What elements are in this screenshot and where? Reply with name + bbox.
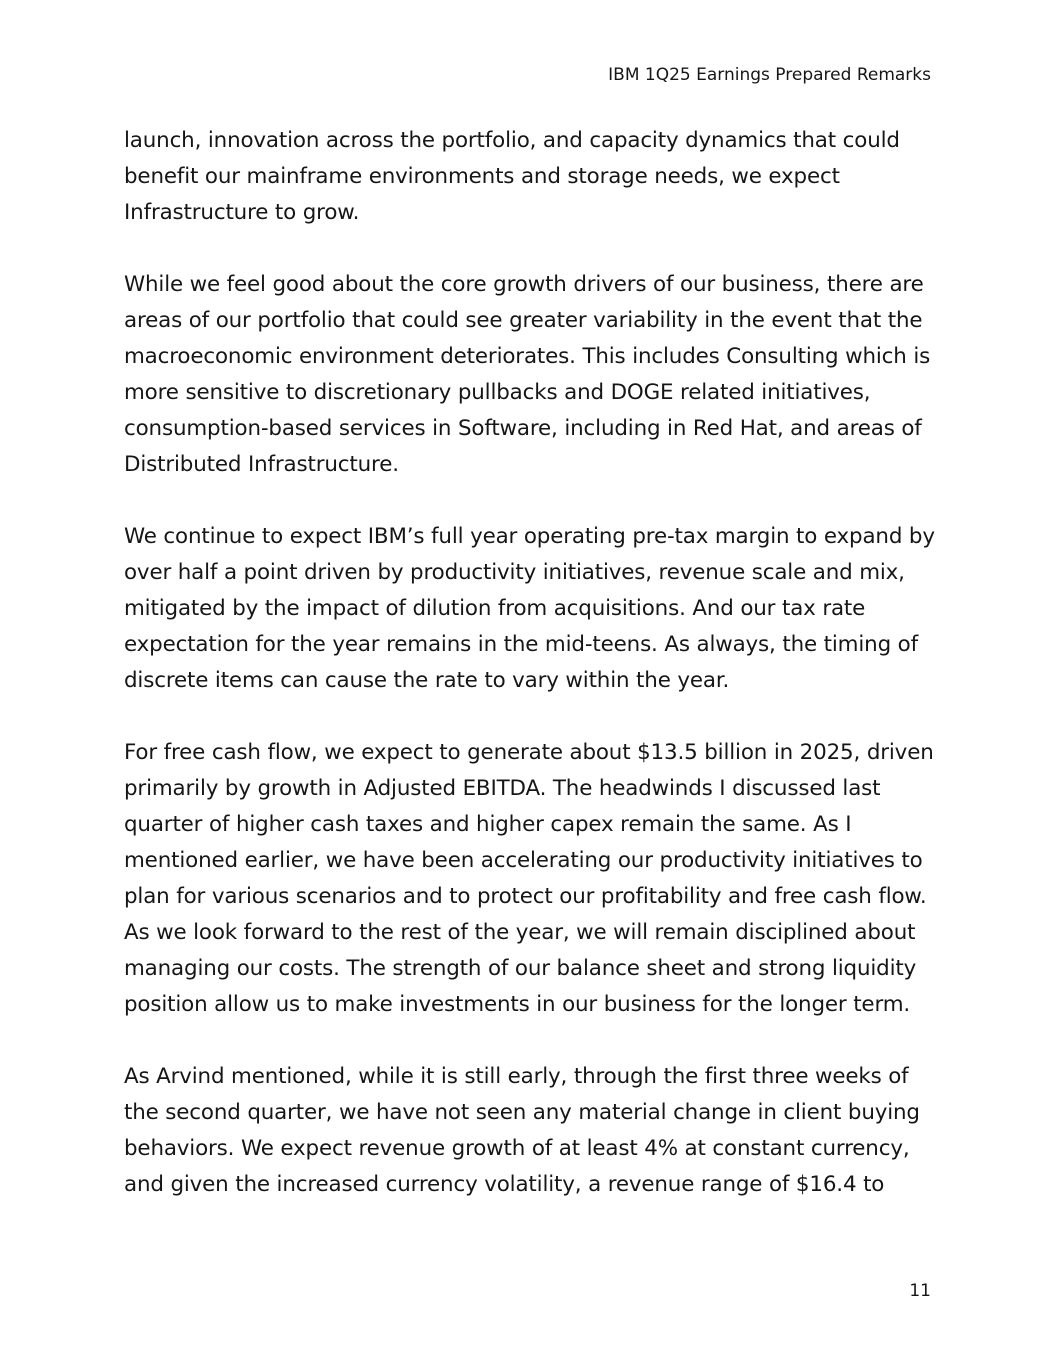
- paragraph-second-quarter-outlook: As Arvind mentioned, while it is still early, through the first three weeks of the second quarter, we have not seen any material change in client buying behaviors. We expect revenue growth of at least 4% at constant currency, and given the increased currency volatility, a revenue range of $16.4 to: [124, 1064, 920, 1197]
- running-header: IBM 1Q25 Earnings Prepared Remarks: [608, 65, 931, 85]
- paragraph-margin-and-tax: We continue to expect IBM’s full year operating pre-tax margin to expand by over half a point driven by productivity initiatives, revenue scale and mix, mitigated by the impact of dilution from acquisitions. And our tax rate expectation for the year remains in the mid-teens. As always, the timing of discrete items can cause the rate to vary within the year.: [124, 524, 935, 693]
- page-number: 11: [909, 1281, 931, 1301]
- body-text: [124, 123, 936, 1203]
- paragraph-free-cash-flow: For free cash flow, we expect to generate about $13.5 billion in 2025, driven primarily by growth in Adjusted EBITDA. The headwinds I discussed last quarter of higher cash taxes and higher capex remain the same. As I mentioned earlier, we have been accelerating our productivity initiatives to plan for various scenarios and to protect our profitability and free cash flow. As we look forward to the rest of the year, we will remain disciplined about managing our costs. The strength of our balance sheet and strong liquidity position allow us to make investments in our business for the longer term.: [124, 740, 934, 1017]
- paragraph-portfolio-variability: While we feel good about the core growth drivers of our business, there are areas of our portfolio that could see greater variability in the event that the macroeconomic environment deteriorates. This includes Consulting which is more sensitive to discretionary pullbacks and DOGE related initiatives, consumption-based services in Software, including in Red Hat, and areas of Distributed Infrastructure.: [124, 272, 931, 477]
- paragraph-infrastructure-outlook: launch, innovation across the portfolio, and capacity dynamics that could benefit our mainframe environments and storage needs, we expect Infrastructure to grow.: [124, 128, 900, 225]
